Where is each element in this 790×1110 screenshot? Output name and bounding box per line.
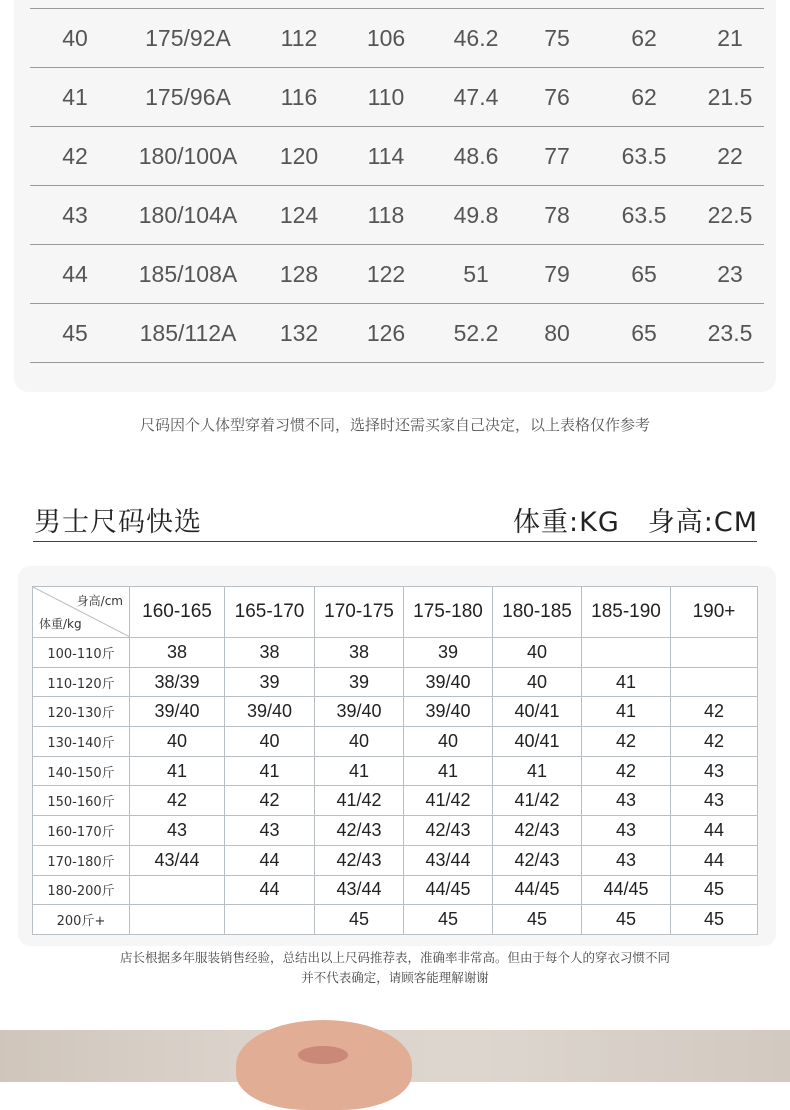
size-cell: 41 — [30, 68, 120, 127]
recommended-size-cell — [582, 638, 671, 668]
size-cell: 106 — [342, 9, 430, 68]
size-cell: 44 — [30, 245, 120, 304]
size-cell: 116 — [256, 68, 342, 127]
model-face — [236, 1020, 412, 1110]
weight-range-label: 200斤+ — [33, 905, 130, 935]
model-lips — [298, 1046, 348, 1064]
size-row — [30, 127, 764, 186]
recommended-size-cell: 42/43 — [315, 845, 404, 875]
recommended-size-cell: 38 — [130, 638, 225, 668]
size-cell: 43 — [30, 186, 120, 245]
recommended-size-cell: 43 — [671, 756, 758, 786]
weight-range-label: 130-140斤 — [33, 727, 130, 757]
recommended-size-cell: 43/44 — [315, 875, 404, 905]
size-cell: 132 — [256, 304, 342, 363]
size-cell: 63.5 — [592, 186, 696, 245]
weight-row — [33, 786, 758, 816]
size-cell: 180/104A — [120, 186, 256, 245]
recommended-size-cell: 42 — [582, 756, 671, 786]
height-range-header: 190+ — [671, 587, 758, 638]
recommended-size-cell: 42/43 — [493, 816, 582, 846]
size-cell: 65 — [592, 304, 696, 363]
size-row — [30, 68, 764, 127]
recommended-size-cell: 40 — [315, 727, 404, 757]
size-cell: 47.4 — [430, 68, 522, 127]
recommended-size-cell — [130, 875, 225, 905]
recommended-size-cell: 44/45 — [582, 875, 671, 905]
recommended-size-cell: 43 — [582, 845, 671, 875]
recommended-size-cell: 41 — [404, 756, 493, 786]
recommended-size-cell: 43 — [582, 786, 671, 816]
size-cell: 112 — [256, 9, 342, 68]
recommended-size-cell: 41 — [225, 756, 315, 786]
recommended-size-cell: 40 — [404, 727, 493, 757]
weight-row — [33, 667, 758, 697]
recommend-note-line2: 并不代表确定，请顾客能理解谢谢 — [301, 970, 489, 985]
recommended-size-cell: 42 — [671, 697, 758, 727]
size-cell: 42 — [30, 127, 120, 186]
height-range-header: 160-165 — [130, 587, 225, 638]
recommended-size-cell: 45 — [493, 905, 582, 935]
weight-range-label: 100-110斤 — [33, 638, 130, 668]
recommended-size-cell: 40/41 — [493, 727, 582, 757]
size-cell: 77 — [522, 127, 592, 186]
recommended-size-cell: 44 — [225, 875, 315, 905]
size-cell: 185/108A — [120, 245, 256, 304]
size-cell: 79 — [522, 245, 592, 304]
recommended-size-cell: 41 — [315, 756, 404, 786]
recommended-size-cell: 43 — [130, 816, 225, 846]
height-range-header: 185-190 — [582, 587, 671, 638]
recommended-size-cell: 45 — [404, 905, 493, 935]
size-cell: 23 — [696, 245, 764, 304]
recommended-size-cell: 45 — [582, 905, 671, 935]
size-cell: 124 — [256, 186, 342, 245]
recommended-size-cell: 45 — [671, 875, 758, 905]
recommended-size-cell: 44/45 — [404, 875, 493, 905]
recommended-size-cell: 42 — [671, 727, 758, 757]
recommended-size-cell: 41/42 — [493, 786, 582, 816]
recommended-size-cell: 44 — [671, 816, 758, 846]
recommended-size-cell — [225, 905, 315, 935]
recommended-size-cell — [671, 638, 758, 668]
size-chart-table — [30, 8, 764, 363]
size-row — [30, 304, 764, 363]
recommended-size-cell: 45 — [315, 905, 404, 935]
recommended-size-cell: 38 — [315, 638, 404, 668]
size-cell: 78 — [522, 186, 592, 245]
recommended-size-cell: 42 — [130, 786, 225, 816]
size-row — [30, 245, 764, 304]
recommended-size-cell: 41 — [582, 667, 671, 697]
size-cell: 118 — [342, 186, 430, 245]
section-divider — [33, 541, 757, 542]
recommended-size-cell: 40 — [225, 727, 315, 757]
recommended-size-cell: 45 — [671, 905, 758, 935]
recommended-size-cell: 42/43 — [404, 816, 493, 846]
weight-row — [33, 816, 758, 846]
recommended-size-cell: 41 — [130, 756, 225, 786]
recommended-size-cell: 41 — [493, 756, 582, 786]
recommended-size-cell: 42 — [225, 786, 315, 816]
size-note: 尺码因个人体型穿着习惯不同，选择时还需买家自己决定，以上表格仅作参考 — [139, 416, 650, 434]
recommended-size-cell: 41/42 — [404, 786, 493, 816]
weight-range-label: 120-130斤 — [33, 697, 130, 727]
model-photo — [0, 1030, 790, 1082]
recommended-size-cell: 39/40 — [130, 697, 225, 727]
recommended-size-cell: 39/40 — [404, 697, 493, 727]
recommended-size-cell: 41/42 — [315, 786, 404, 816]
recommended-size-cell: 42 — [582, 727, 671, 757]
weight-range-label: 170-180斤 — [33, 845, 130, 875]
size-cell: 46.2 — [430, 9, 522, 68]
size-cell: 52.2 — [430, 304, 522, 363]
size-row — [30, 186, 764, 245]
weight-range-label: 110-120斤 — [33, 667, 130, 697]
size-cell: 65 — [592, 245, 696, 304]
size-cell: 22 — [696, 127, 764, 186]
height-range-header: 180-185 — [493, 587, 582, 638]
recommended-size-cell: 42/43 — [315, 816, 404, 846]
recommended-size-cell: 40 — [130, 727, 225, 757]
size-cell: 76 — [522, 68, 592, 127]
size-cell: 175/96A — [120, 68, 256, 127]
size-cell: 63.5 — [592, 127, 696, 186]
recommended-size-cell: 44 — [671, 845, 758, 875]
size-cell: 180/100A — [120, 127, 256, 186]
size-cell: 110 — [342, 68, 430, 127]
recommended-size-cell: 40 — [493, 667, 582, 697]
weight-range-label: 140-150斤 — [33, 756, 130, 786]
recommended-size-cell: 43/44 — [130, 845, 225, 875]
height-range-header: 175-180 — [404, 587, 493, 638]
recommended-size-cell: 40 — [493, 638, 582, 668]
size-row — [30, 9, 764, 68]
weight-row — [33, 905, 758, 935]
recommended-size-cell — [671, 667, 758, 697]
section-units — [513, 500, 758, 539]
unit-weight: 体重:KG — [513, 507, 620, 538]
recommended-size-cell: 43 — [225, 816, 315, 846]
weight-range-label: 160-170斤 — [33, 816, 130, 846]
size-cell: 62 — [592, 9, 696, 68]
recommended-size-cell: 39 — [404, 638, 493, 668]
recommended-size-cell: 39 — [315, 667, 404, 697]
corner-weight-label: 体重/kg — [39, 617, 82, 631]
weight-row — [33, 756, 758, 786]
size-cell: 62 — [592, 68, 696, 127]
recommended-size-cell: 42/43 — [493, 845, 582, 875]
recommended-size-cell: 44/45 — [493, 875, 582, 905]
recommended-size-cell: 41 — [582, 697, 671, 727]
weight-range-label: 180-200斤 — [33, 875, 130, 905]
recommend-note-line1: 店长根据多年服装销售经验，总结出以上尺码推荐表，准确率非常高。但由于每个人的穿衣习惯不同 — [119, 950, 670, 965]
weight-range-label: 150-160斤 — [33, 786, 130, 816]
section-title: 男士尺码快选 — [34, 507, 202, 538]
recommended-size-cell: 43 — [671, 786, 758, 816]
size-cell: 114 — [342, 127, 430, 186]
weight-row — [33, 638, 758, 668]
size-cell: 49.8 — [430, 186, 522, 245]
weight-row — [33, 727, 758, 757]
unit-height: 身高:CM — [647, 507, 758, 538]
size-cell: 22.5 — [696, 186, 764, 245]
size-cell: 51 — [430, 245, 522, 304]
size-cell: 75 — [522, 9, 592, 68]
height-range-header: 165-170 — [225, 587, 315, 638]
weight-row — [33, 875, 758, 905]
size-cell: 126 — [342, 304, 430, 363]
size-cell: 120 — [256, 127, 342, 186]
recommended-size-cell: 39/40 — [225, 697, 315, 727]
recommended-size-cell: 39/40 — [404, 667, 493, 697]
weight-row — [33, 845, 758, 875]
recommended-size-cell: 38/39 — [130, 667, 225, 697]
corner-cell — [33, 587, 130, 638]
quick-select-table — [32, 586, 758, 935]
size-cell: 80 — [522, 304, 592, 363]
height-range-header: 170-175 — [315, 587, 404, 638]
recommended-size-cell: 38 — [225, 638, 315, 668]
recommended-size-cell: 40/41 — [493, 697, 582, 727]
size-cell: 175/92A — [120, 9, 256, 68]
recommended-size-cell: 44 — [225, 845, 315, 875]
size-cell: 40 — [30, 9, 120, 68]
size-cell: 21.5 — [696, 68, 764, 127]
weight-row — [33, 697, 758, 727]
recommended-size-cell: 39/40 — [315, 697, 404, 727]
size-cell: 45 — [30, 304, 120, 363]
recommended-size-cell: 39 — [225, 667, 315, 697]
recommended-size-cell: 43 — [582, 816, 671, 846]
recommended-size-cell — [130, 905, 225, 935]
size-cell: 128 — [256, 245, 342, 304]
size-cell: 21 — [696, 9, 764, 68]
size-cell: 48.6 — [430, 127, 522, 186]
size-cell: 185/112A — [120, 304, 256, 363]
size-cell: 23.5 — [696, 304, 764, 363]
recommended-size-cell: 43/44 — [404, 845, 493, 875]
corner-height-label: 身高/cm — [76, 594, 123, 608]
size-cell: 122 — [342, 245, 430, 304]
